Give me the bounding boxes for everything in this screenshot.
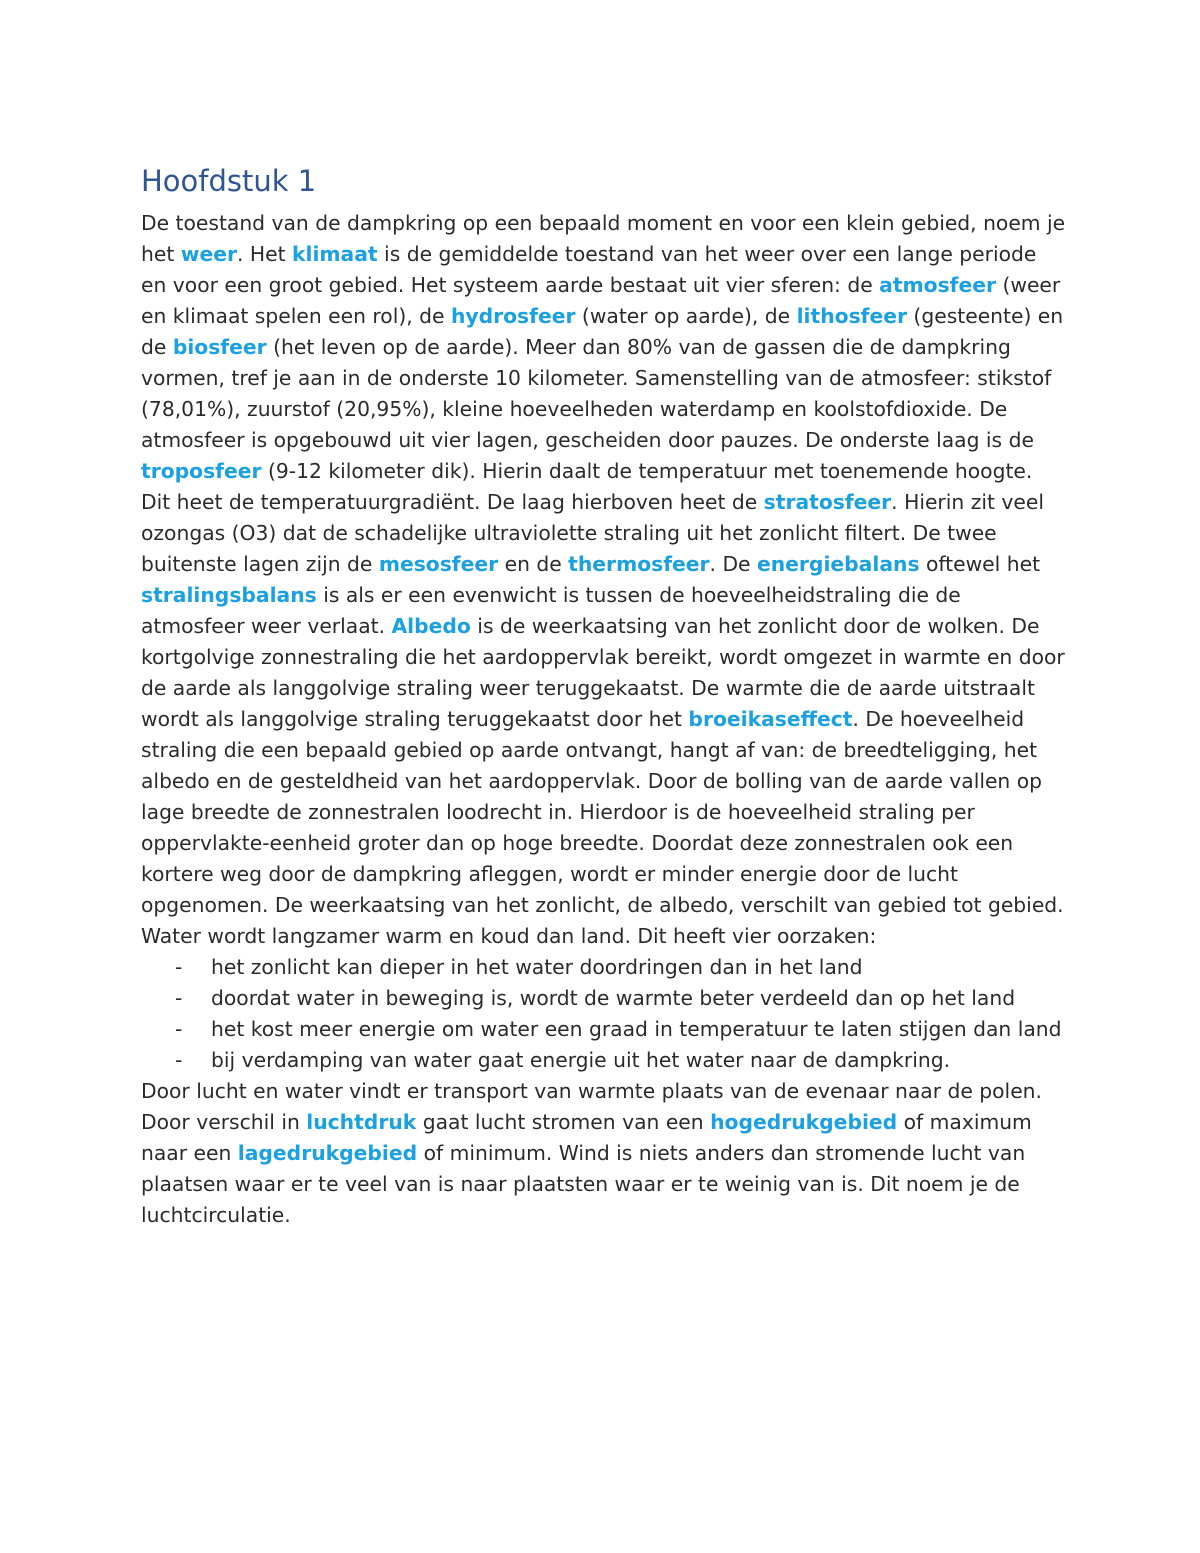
text-run: (water op aarde), de	[575, 304, 797, 328]
paragraph-intro	[141, 208, 1066, 952]
list-item: - bij verdamping van water gaat energie uit het water naar de dampkring.	[211, 1045, 1066, 1076]
key-term: stratosfeer	[763, 490, 892, 514]
text-run: of minimum. Wind is niets anders dan stromende lucht van plaatsen waar er te veel van is naar plaatsten waar er te weinig van is. Dit noem je de luchtcirculatie.	[141, 1141, 1026, 1227]
causes-list	[141, 952, 1066, 1076]
key-term: klimaat	[292, 242, 378, 266]
list-item: - doordat water in beweging is, wordt de warmte beter verdeeld dan op het land	[211, 983, 1066, 1014]
text-run: . Het	[236, 242, 293, 266]
list-item: - het zonlicht kan dieper in het water doordringen dan in het land	[211, 952, 1066, 983]
key-term: thermosfeer	[568, 552, 710, 576]
key-term: luchtdruk	[306, 1110, 417, 1134]
text-run: oftewel het	[919, 552, 1041, 576]
text-run: (weer en klimaat spelen een rol), de	[141, 273, 1061, 328]
key-term: weer	[180, 242, 237, 266]
text-run: en de	[498, 552, 569, 576]
key-term: troposfeer	[141, 459, 262, 483]
key-term: broeikaseffect	[688, 707, 853, 731]
text-run: is als er een evenwicht is tussen de hoeveelheidstraling die de atmosfeer weer verlaat.	[141, 583, 961, 638]
text-run: . De hoeveelheid straling die een bepaald gebied op aarde ontvangt, hangt af van: de breedteligging, het albedo en de gesteldheid van het aardoppervlak. Door de bolling van de aarde vallen op lage breedte de zonnestralen loodrecht in. Hierdoor is de hoeveelheid straling per oppervlakte-eenheid groter dan op hoge breedte. Doordat deze zonnestralen ook een kortere weg door de dampkring afleggen, wordt er minder energie door de lucht opgenomen. De weerkaatsing van het zonlicht, de albedo, verschilt van gebied tot gebied. Water wordt langzamer warm en koud dan land. Dit heeft vier oorzaken:	[141, 707, 1064, 948]
key-term: biosfeer	[172, 335, 267, 359]
key-term: atmosfeer	[879, 273, 996, 297]
page-title: Hoofdstuk 1	[141, 164, 317, 198]
key-term: stralingsbalans	[141, 583, 317, 607]
document-page	[141, 160, 1066, 1231]
text-run: Door lucht en water vindt er transport van warmte plaats van de evenaar naar de polen. Door verschil in	[141, 1079, 1042, 1134]
key-term: Albedo	[391, 614, 471, 638]
text-run: (het leven op de aarde). Meer dan 80% van de gassen die de dampkring vormen, tref je aan in de onderste 10 kilometer. Samenstelling van de atmosfeer: stikstof (78,01%), zuurstof (20,95%), kleine hoeveelheden waterdamp en koolstofdioxide. De atmosfeer is opgebouwd uit vier lagen, gescheiden door pauzes. De onderste laag is de	[141, 335, 1052, 452]
text-run: De toestand van de dampkring op een bepaald moment en voor een klein gebied, noem je het	[141, 211, 1066, 266]
paragraph-circulation	[141, 1076, 1066, 1231]
text-run: is de gemiddelde toestand van het weer over een lange periode en voor een groot gebied. Het systeem aarde bestaat uit vier sferen: de	[141, 242, 1037, 297]
key-term: hydrosfeer	[450, 304, 576, 328]
key-term: energiebalans	[756, 552, 920, 576]
text-run: is de weerkaatsing van het zonlicht door de wolken. De kortgolvige zonnestraling die het aardoppervlak bereikt, wordt omgezet in warmte en door de aarde als langgolvige straling weer teruggekaatst. De warmte die de aarde uitstraalt wordt als langgolvige straling teruggekaatst door het	[141, 614, 1065, 731]
text-run: (9-12 kilometer dik). Hierin daalt de temperatuur met toenemende hoogte. Dit heet de temperatuurgradiënt. De laag hierboven heet de	[141, 459, 1033, 514]
key-term: mesosfeer	[378, 552, 499, 576]
text-run: of maximum naar een	[141, 1110, 1032, 1165]
key-term: hogedrukgebied	[710, 1110, 898, 1134]
text-run: gaat lucht stromen van een	[416, 1110, 711, 1134]
key-term: lithosfeer	[796, 304, 907, 328]
text-run: (gesteente) en de	[141, 304, 1064, 359]
text-run: . Hierin zit veel ozongas (O3) dat de schadelijke ultraviolette straling uit het zonlicht filtert. De twee buitenste lagen zijn de	[141, 490, 1044, 576]
list-item: - het kost meer energie om water een graad in temperatuur te laten stijgen dan land	[211, 1014, 1066, 1045]
key-term: lagedrukgebied	[237, 1141, 418, 1165]
text-run: . De	[709, 552, 757, 576]
